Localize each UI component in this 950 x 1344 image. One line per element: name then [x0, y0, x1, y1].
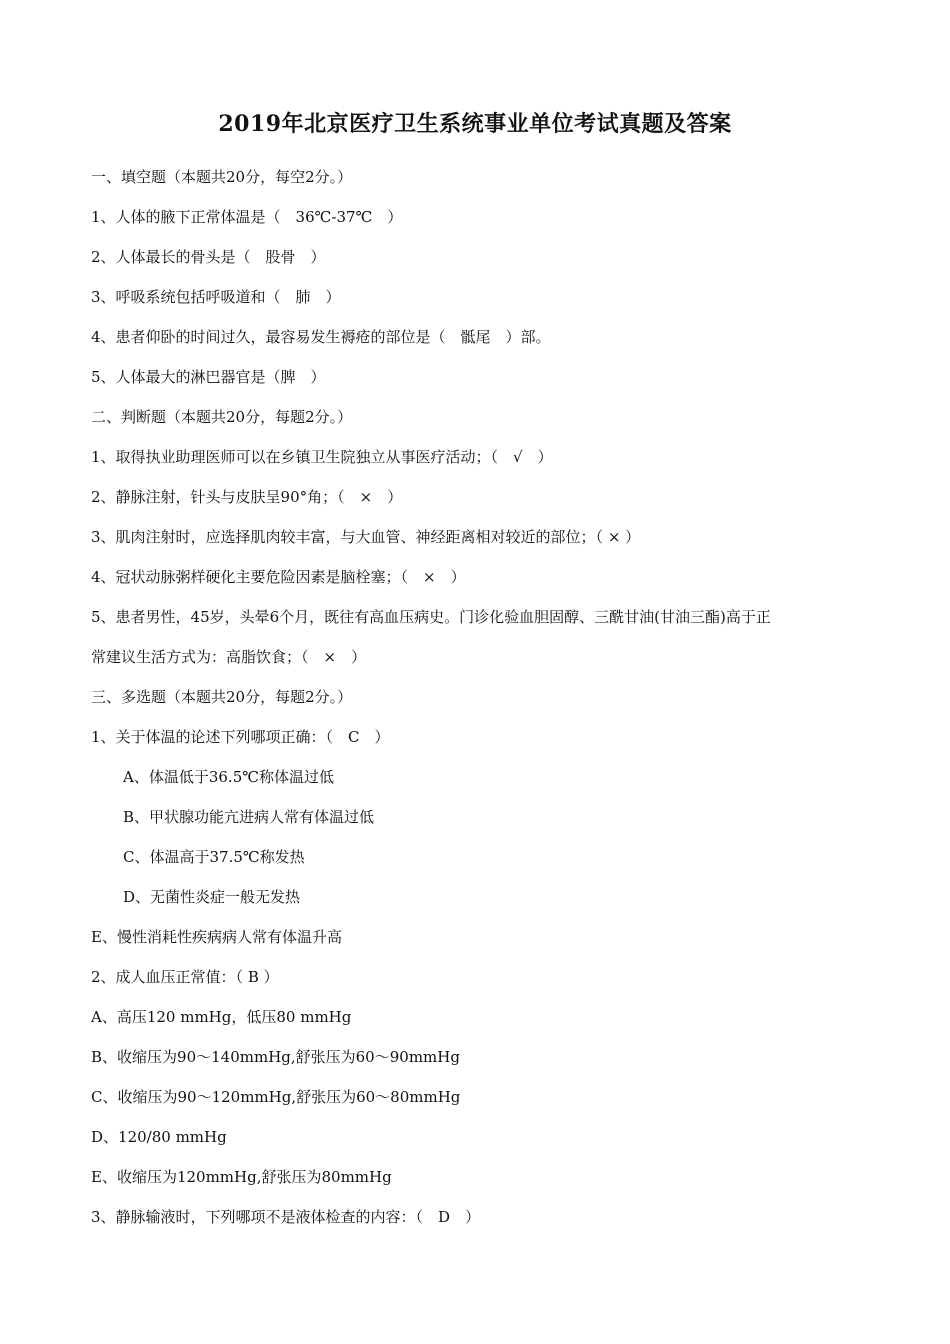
- text-line: 5、患者男性，45岁，头晕6个月，既往有高血压病史。门诊化验血胆固醇、三酰甘油(甘油三酯)高于正: [91, 608, 771, 626]
- text-line: A、高压120 mmHg，低压80 mmHg: [91, 1008, 352, 1026]
- text-line: 3、肌肉注射时，应选择肌肉较丰富，与大血管、神经距离相对较近的部位；（ × ）: [91, 528, 641, 546]
- document-title: 2019年北京医疗卫生系统事业单位考试真题及答案: [218, 111, 732, 137]
- text-line: E、慢性消耗性疾病病人常有体温升高: [91, 928, 342, 946]
- text-line: C、收缩压为90～120mmHg,舒张压为60～80mmHg: [91, 1088, 461, 1106]
- text-line: 4、冠状动脉粥样硬化主要危险因素是脑栓塞；（ × ）: [91, 568, 466, 586]
- document-body: [91, 157, 871, 1237]
- text-line: 三、多选题（本题共20分，每题2分。）: [91, 688, 353, 706]
- text-line: 一、填空题（本题共20分，每空2分。）: [91, 168, 353, 186]
- text-line: C、体温高于37.5℃称发热: [123, 848, 305, 866]
- text-line: B、甲状腺功能亢进病人常有体温过低: [123, 808, 375, 826]
- text-line: D、无菌性炎症一般无发热: [123, 888, 301, 906]
- text-line: 2、成人血压正常值：（ B ）: [91, 968, 279, 986]
- text-line: 2、人体最长的骨头是（ 股骨 ）: [91, 248, 326, 266]
- text-line: 1、关于体温的论述下列哪项正确：（ C ）: [91, 728, 390, 746]
- text-line: E、收缩压为120mmHg,舒张压为80mmHg: [91, 1168, 392, 1186]
- text-line: A、体温低于36.5℃称体温过低: [123, 768, 335, 786]
- text-line: B、收缩压为90～140mmHg,舒张压为60～90mmHg: [91, 1048, 460, 1066]
- text-line: 1、取得执业助理医师可以在乡镇卫生院独立从事医疗活动；（ √ ）: [91, 448, 553, 466]
- text-line: D、120/80 mmHg: [91, 1128, 227, 1146]
- text-line: 1、人体的腋下正常体温是（ 36℃-37℃ ）: [91, 208, 403, 226]
- text-line: 常建议生活方式为：高脂饮食；（ × ）: [91, 648, 367, 666]
- text-line: 4、患者仰卧的时间过久，最容易发生褥疮的部位是（ 骶尾 ）部。: [91, 328, 551, 346]
- text-line: 3、静脉输液时，下列哪项不是液体检查的内容：（ D ）: [91, 1208, 481, 1226]
- text-line: 二、判断题（本题共20分，每题2分。）: [91, 408, 353, 426]
- text-line: 3、呼吸系统包括呼吸道和（ 肺 ）: [91, 288, 341, 306]
- text-line: 5、人体最大的淋巴器官是（脾 ）: [91, 368, 326, 386]
- text-line: 2、静脉注射，针头与皮肤呈90°角；（ × ）: [91, 488, 403, 506]
